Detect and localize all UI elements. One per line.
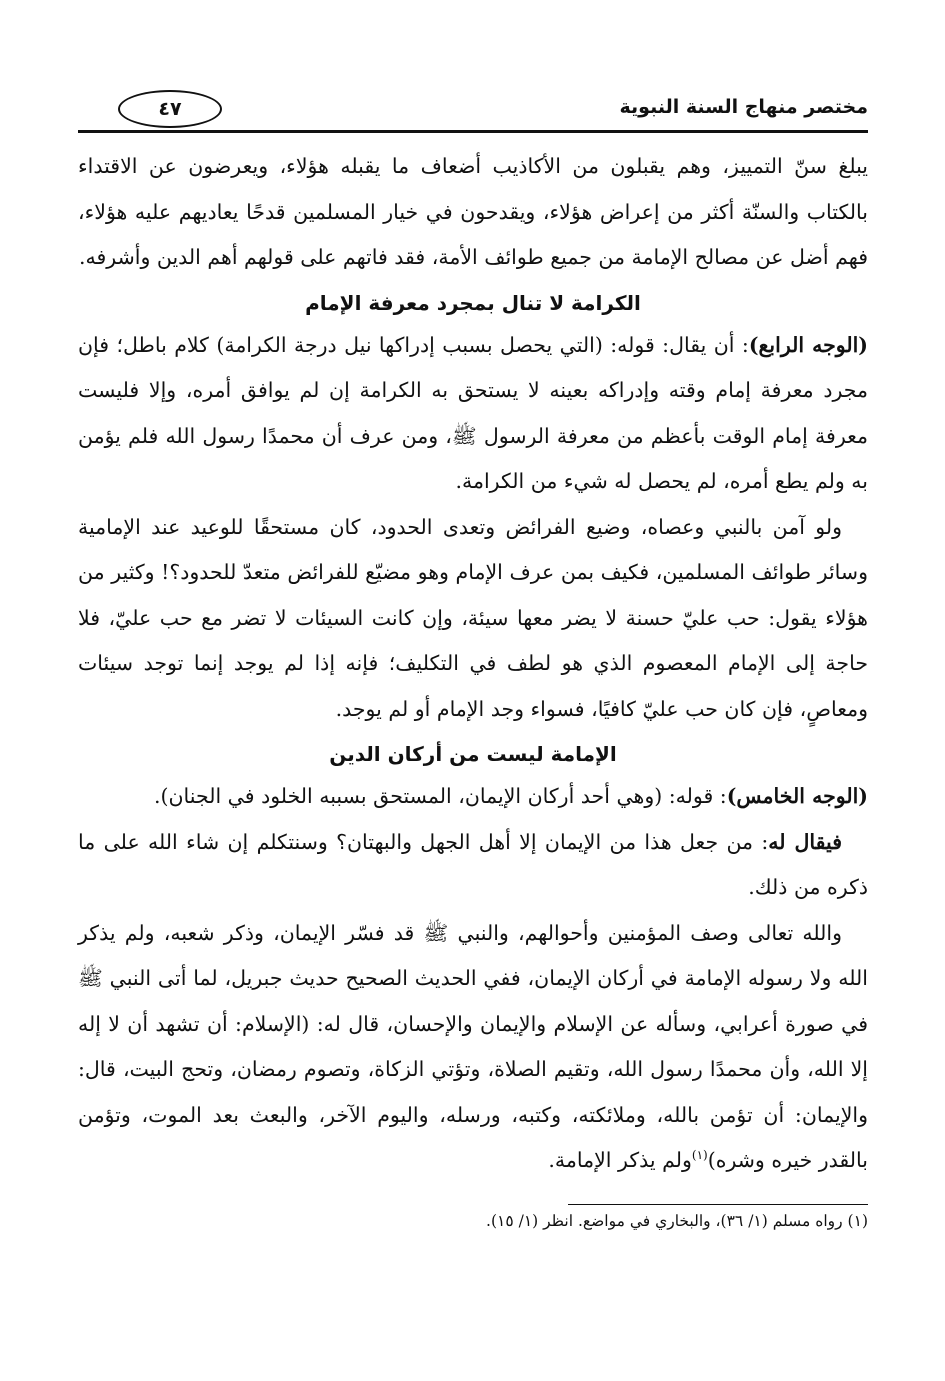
paragraph xyxy=(78,911,868,1184)
paragraph-text: والله تعالى وصف المؤمنين وأحوالهم، والنبي ﷺ قد فسّر الإيمان، وذكر شعبه، ولم يذكر الله ولا رسوله الإمامة في أركان الإيمان، ففي الحديث الصحيح حديث جبريل، لما أتى النبي ﷺ في صورة أعرابي، وسأله عن الإسلام والإيمان والإحسان، قال له: (الإسلام: أن تشهد أن لا إله إلا الله، وأن محمدًا رسول الله، وتقيم الصلاة، وتؤتي الزكاة، وتصوم رمضان، وتحج البيت، قال: والإيمان: أن تؤمن بالله، وملائكته، وكتبه، ورسله، واليوم الآخر، والبعث بعد الموت، وتؤمن بالقدر خيره وشره) xyxy=(78,920,868,1172)
footnote-rule xyxy=(568,1204,868,1205)
body-text xyxy=(78,144,868,1184)
paragraph-lead: فيقال له xyxy=(768,829,842,854)
paragraph xyxy=(78,820,868,911)
paragraph-text: : قوله: (وهي أحد أركان الإيمان، المستحق بسببه الخلود في الجنان). xyxy=(153,784,727,808)
footnote: (١) رواه مسلم (١/ ٣٦)، والبخاري في مواضع. انظر (١/ ١٥). xyxy=(486,1211,868,1230)
paragraph-lead: (الوجه الرابع) xyxy=(748,332,869,357)
paragraph: ولو آمن بالنبي وعصاه، وضيع الفرائض وتعدى الحدود، كان مستحقًا للوعيد عند الإمامية وسائر طوائف المسلمين، فكيف بمن عرف الإمام وهو مضيّع للفرائض متعدّ للحدود؟! وكثير من هؤلاء يقول: حب عليّ حسنة لا يضر معها سيئة، وإن كانت السيئات لا تضر مع حب عليّ، فلا حاجة إلى الإمام المعصوم الذي هو لطف في التكليف؛ فإنه إذا لم يوجد إنما توجد سيئات ومعاصٍ، فإن كان حب عليّ كافيًا، فسواء وجد الإمام أو لم يوجد. xyxy=(78,514,868,721)
page xyxy=(78,90,868,1233)
paragraph xyxy=(78,774,868,820)
paragraph: يبلغ سنّ التمييز، وهم يقبلون من الأكاذيب أضعاف ما يقبله هؤلاء، ويعرضون عن الاقتداء بالكتاب والسنّة أكثر من إعراض هؤلاء، ويقدحون في خيار المسلمين قدحًا يعاديهم عليه هؤلاء، فهم أضل عن مصالح الإمامة من جميع طوائف الأمة، فقد فاتهم على قولهم أهم الدين وأشرفه. xyxy=(78,154,868,269)
page-header xyxy=(78,90,868,130)
paragraph-text: : من جعل هذا من الإيمان إلا أهل الجهل والبهتان؟ وسنتكلم إن شاء الله على ما ذكره من ذلك. xyxy=(78,829,868,899)
paragraph-lead: (الوجه الخامس) xyxy=(726,784,868,808)
running-title: مختصر منهاج السنة النبوية xyxy=(619,96,868,118)
page-number: ٤٧ xyxy=(118,90,222,128)
paragraph-text: : أن يقال: قوله: (التي يحصل بسبب إدراكها نيل درجة الكرامة) كلام باطل؛ فإن مجرد معرفة إمام وقته وإدراكه بعينه لا يستحق به الكرامة إن لم يوافق أمره، وإلا فليست معرفة إمام الوقت بأعظم من معرفة الرسول ﷺ، ومن عرف أن محمدًا رسول الله فلم يؤمن به ولم يطع أمره، لم يحصل له شيء من الكرامة. xyxy=(78,332,868,493)
paragraph xyxy=(78,323,868,505)
header-rule xyxy=(78,130,868,133)
paragraph-text: ولم يذكر الإمامة. xyxy=(548,1148,692,1172)
footnote-ref[interactable]: (١) xyxy=(691,1148,708,1163)
section-heading: الكرامة لا تنال بمجرد معرفة الإمام xyxy=(305,290,641,315)
section-heading: الإمامة ليست من أركان الدين xyxy=(329,742,617,766)
